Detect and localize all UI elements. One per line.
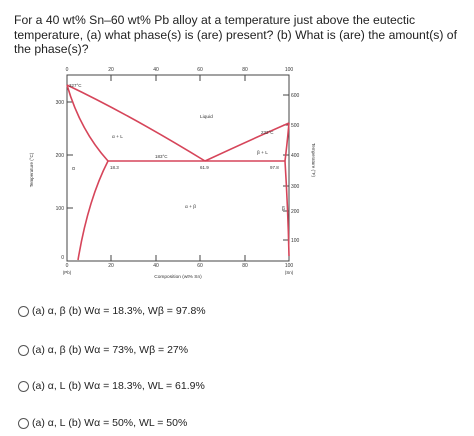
liquidus-left [67, 85, 205, 161]
option-answer: (b) Wα = 50%, WL = 50% [68, 417, 188, 429]
top-tick-label: 20 [108, 67, 114, 73]
bottom-tick-label: 100 [284, 263, 294, 269]
bottom-tick-label: 20 [108, 263, 114, 269]
top-tick-label: 80 [242, 67, 248, 73]
option-phase: (a) α, β [32, 344, 66, 356]
top-tick-label: 0 [65, 67, 69, 73]
top-tick-label: 100 [284, 67, 294, 73]
label-liquid: Liquid [200, 115, 213, 120]
option-phase: (a) α, L [32, 380, 66, 392]
left-tick-label: 200 [55, 153, 64, 159]
right-tick-label: 500 [291, 123, 300, 129]
answer-option-1[interactable] [18, 305, 206, 317]
solvus-right [285, 161, 289, 256]
bottom-tick-label: 80 [242, 263, 248, 269]
label-327: 327°C [69, 83, 82, 88]
option-answer: (b) Wα = 18.3%, Wβ = 97.8% [68, 305, 206, 317]
top-tick-label: 60 [197, 67, 203, 73]
top-axis [66, 67, 294, 81]
answer-option-3[interactable] [18, 380, 205, 392]
label-61-9: 61.9 [200, 165, 209, 170]
top-tick-label: 40 [153, 67, 159, 73]
right-tick-label: 400 [291, 153, 300, 159]
radio-button[interactable] [18, 306, 29, 317]
left-tick-label: 0 [61, 255, 64, 261]
option-answer: (b) Wα = 18.3%, WL = 61.9% [68, 380, 205, 392]
question-text: For a 40 wt% Sn–60 wt% Pb alloy at a temperature just above the eutectic temperature, (a) what phase(s) is (are) present? (b) What is (are) the amount(s) of the phase(s)? [14, 13, 457, 57]
option-phase: (a) α, L [32, 417, 66, 429]
bottom-tick-label: 0 [65, 263, 69, 269]
bottom-tick-label: 40 [153, 263, 159, 269]
label-beta-l: β + L [257, 151, 268, 156]
right-tick-label: 300 [291, 184, 300, 190]
bottom-axis [63, 255, 294, 280]
answer-option-4[interactable] [18, 417, 187, 429]
label-beta: β [282, 206, 285, 212]
left-tick-label: 300 [55, 100, 64, 106]
right-tick-label: 100 [291, 238, 300, 244]
solidus-left [67, 85, 108, 161]
solvus-left [78, 161, 108, 260]
right-tick-label: 200 [291, 209, 300, 215]
label-18-3: 18.3 [110, 165, 119, 170]
label-183: 183°C [155, 154, 168, 159]
y-axis-label-right: Temperature (°F) [311, 142, 316, 178]
radio-button[interactable] [18, 381, 29, 392]
option-phase: (a) α, β [32, 305, 66, 317]
left-tick-label: 100 [55, 206, 64, 212]
y-axis-label-left: Temperature (°C) [29, 152, 34, 188]
label-232: 232°C [261, 130, 274, 135]
radio-button[interactable] [18, 418, 29, 429]
label-alpha-l: α + L [112, 135, 123, 140]
phase-boundaries [67, 85, 289, 260]
plot-frame [67, 75, 289, 261]
phase-diagram [20, 60, 320, 285]
label-alpha-beta: α + β [185, 205, 196, 210]
answer-option-2[interactable] [18, 344, 188, 356]
right-tick-label: 600 [291, 93, 300, 99]
bottom-end-left: (Pb) [62, 270, 72, 275]
left-axis [29, 100, 73, 261]
bottom-end-right: (Sn) [284, 270, 294, 275]
x-axis-label: Composition (wt% Sn) [154, 275, 202, 280]
label-alpha: α [72, 166, 75, 172]
label-97-8: 97.8 [270, 165, 279, 170]
bottom-tick-label: 60 [197, 263, 203, 269]
radio-button[interactable] [18, 345, 29, 356]
liquidus-right [205, 123, 289, 161]
option-answer: (b) Wα = 73%, Wβ = 27% [68, 344, 189, 356]
